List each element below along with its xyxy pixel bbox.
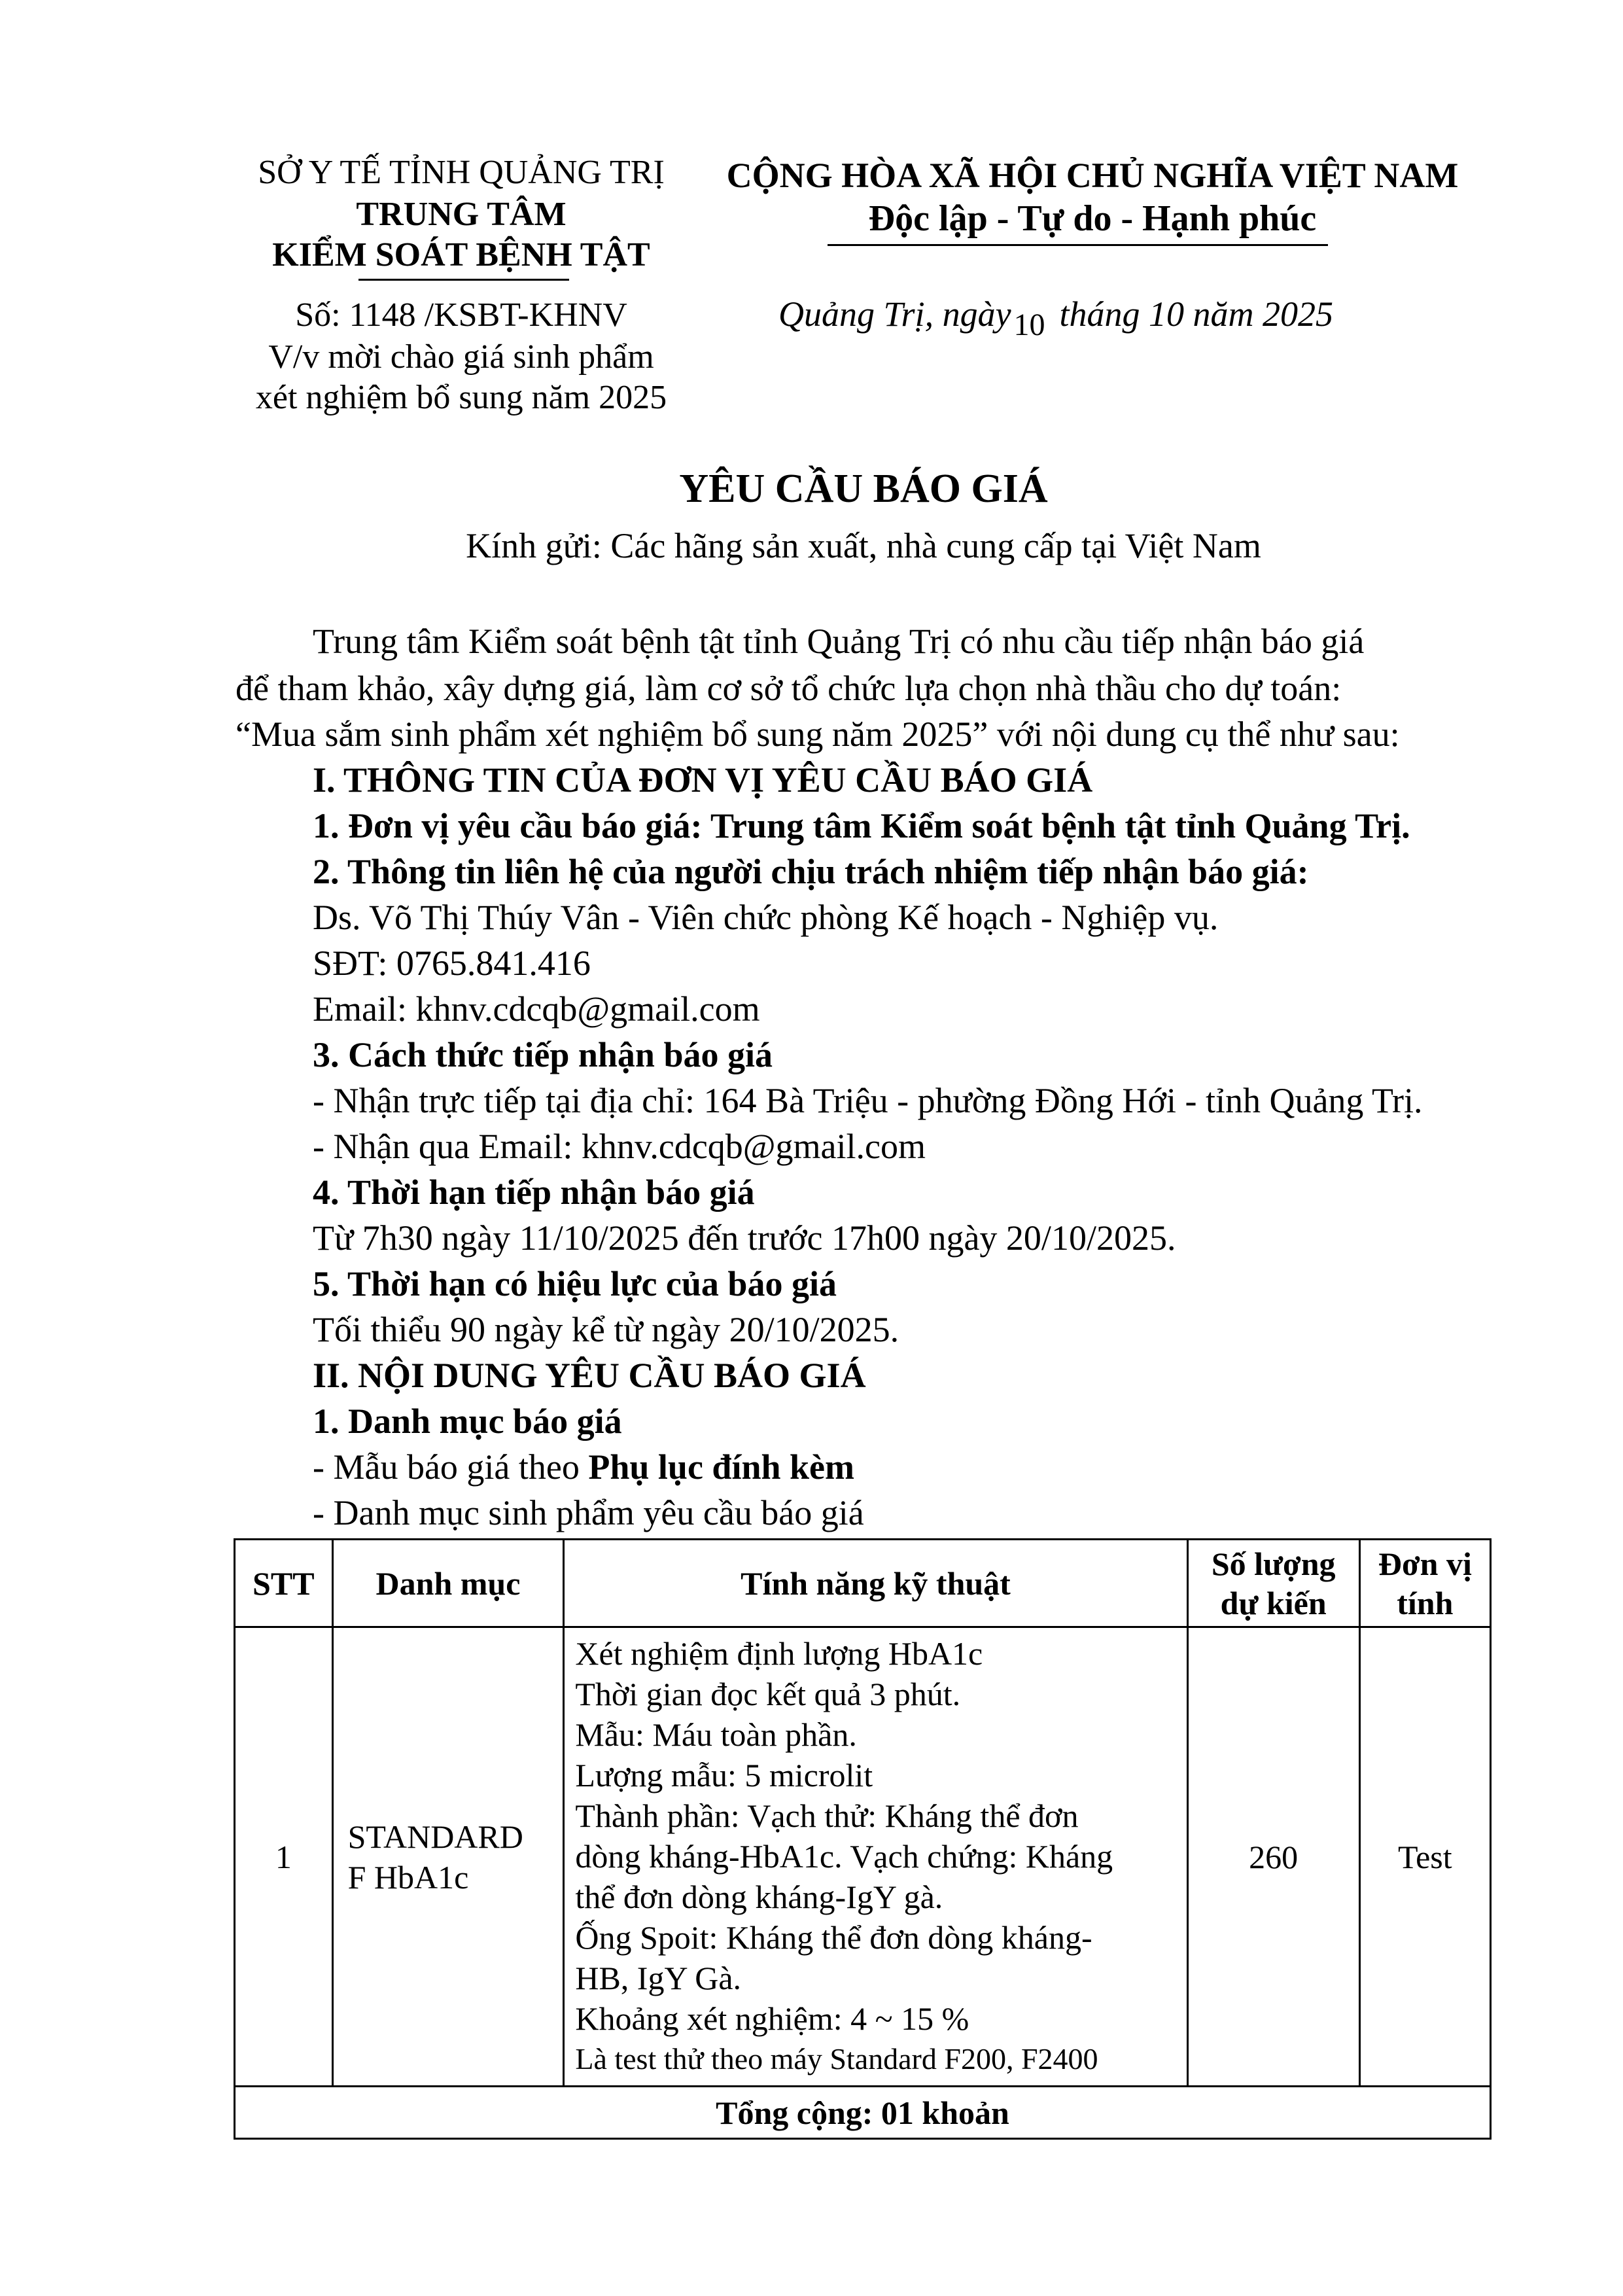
section1-item4: 4. Thời hạn tiếp nhận báo giá	[313, 1173, 755, 1212]
doc-number-label: Số:	[295, 296, 349, 334]
recipient-line: Kính gửi: Các hãng sản xuất, nhà cung cấp tại Việt Nam	[466, 526, 1261, 565]
intro-line2: để tham khảo, xây dựng giá, làm cơ sở tổ chức lựa chọn nhà thầu cho dự toán:	[236, 669, 1342, 708]
receive-direct: - Nhận trực tiếp tại địa chỉ: 164 Bà Triệu - phường Đồng Hới - tỉnh Quảng Trị.	[313, 1081, 1423, 1120]
section1-item3: 3. Cách thức tiếp nhận báo giá	[313, 1035, 773, 1074]
section1-item2: 2. Thông tin liên hệ của người chịu trách nhiệm tiếp nhận báo giá:	[313, 852, 1309, 891]
intro-line3: “Mua sắm sinh phẩm xét nghiệm bổ sung năm 2025” với nội dung cụ thể như sau:	[236, 715, 1400, 754]
table-total-row	[235, 2087, 1491, 2139]
quote-template-line	[313, 1443, 854, 1491]
spec-line: dòng kháng-HbA1c. Vạch chứng: Kháng	[575, 1838, 1113, 1875]
validity-period: Tối thiểu 90 ngày kể từ ngày 20/10/2025.	[313, 1310, 899, 1349]
section2-item1: 1. Danh mục báo giá	[313, 1402, 622, 1441]
national-motto: Độc lập - Tự do - Hạnh phúc	[868, 198, 1317, 239]
date-suffix: tháng 10 năm 2025	[1059, 294, 1334, 334]
receive-period: Từ 7h30 ngày 11/10/2025 đến trước 17h00 ngày 20/10/2025.	[313, 1218, 1176, 1258]
document-title: YÊU CẦU BÁO GIÁ	[679, 467, 1048, 511]
center-name-line1: TRUNG TÂM	[356, 196, 567, 233]
spec-line: Ống Spoit: Kháng thể đơn dòng kháng-	[575, 1919, 1092, 1956]
header-unit-line2: tính	[1397, 1584, 1454, 1621]
doc-number-suffix: /KSBT-KHNV	[415, 296, 627, 334]
row-name-line2: F HbA1c	[347, 1858, 469, 1896]
spec-line: Thành phần: Vạch thử: Kháng thể đơn	[575, 1797, 1079, 1834]
nation-name: CỘNG HÒA XÃ HỘI CHỦ NGHĨA VIỆT NAM	[726, 156, 1459, 195]
header-stt: STT	[235, 1540, 333, 1627]
product-list-intro: - Danh mục sinh phẩm yêu cầu báo giá	[313, 1493, 864, 1532]
center-name-line2: KIỂM SOÁT BỆNH TẬT	[272, 236, 650, 274]
document-number	[236, 294, 687, 336]
quote-template-prefix: - Mẫu báo giá theo	[313, 1447, 589, 1487]
spec-line: Mẫu: Máu toàn phần.	[575, 1716, 857, 1753]
header-spec: Tính năng kỹ thuật	[564, 1540, 1187, 1627]
date-day: 10	[1013, 308, 1045, 342]
spec-line: Thời gian đọc kết quả 3 phút.	[575, 1676, 961, 1712]
spec-line: Là test thử theo máy Standard F200, F2400	[575, 2042, 1098, 2075]
spec-line: thể đơn dòng kháng-IgY gà.	[575, 1879, 943, 1915]
section1-item1: 1. Đơn vị yêu cầu báo giá: Trung tâm Kiểm soát bệnh tật tỉnh Quảng Trị.	[313, 806, 1410, 845]
header-quantity	[1187, 1540, 1359, 1627]
row-spec	[564, 1627, 1187, 2087]
doc-number-value: 1148	[349, 296, 416, 334]
table-header-row	[235, 1540, 1491, 1627]
row-name-line1: STANDARD	[347, 1818, 523, 1855]
contact-name: Ds. Võ Thị Thúy Vân - Viên chức phòng Kế hoạch - Nghiệp vụ.	[313, 898, 1219, 937]
table-row	[235, 1627, 1491, 2087]
row-quantity: 260	[1187, 1627, 1359, 2087]
contact-email: Email: khnv.cdcqb@gmail.com	[313, 989, 760, 1029]
product-table	[234, 1538, 1492, 2140]
quote-template-appendix: Phụ lục đính kèm	[588, 1447, 855, 1487]
spec-line: Xét nghiệm định lượng HbA1c	[575, 1635, 983, 1672]
row-name	[332, 1627, 564, 2087]
header-quantity-line1: Số lượng	[1211, 1545, 1336, 1582]
subject-line2: xét nghiệm bổ sung năm 2025	[255, 379, 667, 416]
intro-line1: Trung tâm Kiểm soát bệnh tật tỉnh Quảng Trị có nhu cầu tiếp nhận báo giá	[313, 622, 1365, 661]
header-quantity-line2: dự kiến	[1220, 1584, 1327, 1621]
subject-line1: V/v mời chào giá sinh phẩm	[268, 338, 654, 376]
motto-underline	[828, 244, 1328, 246]
department-name: SỞ Y TẾ TỈNH QUẢNG TRỊ	[258, 154, 665, 191]
header-unit-line1: Đơn vị	[1378, 1545, 1472, 1582]
header-unit	[1359, 1540, 1490, 1627]
date-prefix: Quảng Trị, ngày	[778, 294, 1011, 334]
header-left-underline	[358, 279, 569, 281]
spec-line: Lượng mẫu: 5 microlit	[575, 1757, 873, 1793]
header-name: Danh mục	[332, 1540, 564, 1627]
section2-heading: II. NỘI DUNG YÊU CẦU BÁO GIÁ	[313, 1356, 866, 1395]
row-stt: 1	[235, 1627, 333, 2087]
section1-heading: I. THÔNG TIN CỦA ĐƠN VỊ YÊU CẦU BÁO GIÁ	[313, 760, 1093, 800]
receive-email: - Nhận qua Email: khnv.cdcqb@gmail.com	[313, 1127, 926, 1166]
spec-line: HB, IgY Gà.	[575, 1960, 742, 1996]
table-total: Tổng cộng: 01 khoản	[235, 2087, 1491, 2139]
section1-item5: 5. Thời hạn có hiệu lực của báo giá	[313, 1264, 837, 1303]
contact-phone: SĐT: 0765.841.416	[313, 944, 591, 983]
issue-date	[778, 293, 1334, 342]
spec-line: Khoảng xét nghiệm: 4 ~ 15 %	[575, 2000, 969, 2037]
row-unit: Test	[1359, 1627, 1490, 2087]
